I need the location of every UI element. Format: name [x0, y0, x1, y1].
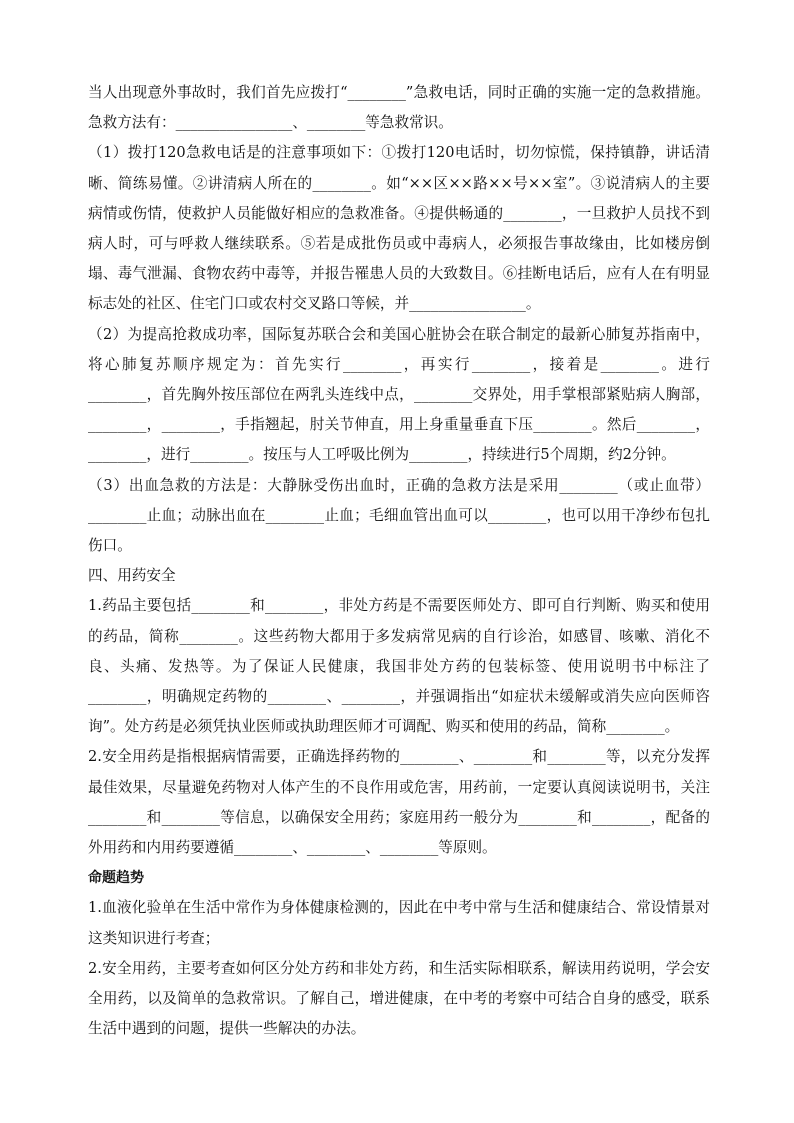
document-page [88, 78, 710, 1045]
safe-medication-paragraph: 2.安全用药是指根据病情需要，正确选择药物的________、________和________等，以充分发挥最佳效果，尽量避免药物对人体产生的不良作用或危害，用药前，一定要认真阅读说明书，关注________和________等信息，以确保安全用药；家庭用药一般分为________和________，配备的外用药和内用药要遵循________、________、________等原则。 [88, 748, 710, 857]
drug-types-paragraph: 1.药品主要包括________和________，非处方药是不需要医师处方、即可自行判断、购买和使用的药品，简称________。这些药物大都用于多发病常见病的自行诊治，如感冒、咳嗽、消化不良、头痛、发热等。为了保证人民健康，我国非处方药的包装标签、使用说明书中标注了________，明确规定药物的________、________，并强调指出“如症状未缓解或消失应向医师咨询”。处方药是必须凭执业医师或执助理医师才可调配、购买和使用的药品，简称________。 [88, 597, 710, 736]
bleeding-paragraph: （3）出血急救的方法是：大静脉受伤出血时，正确的急救方法是采用________（或止血带）________止血；动脉出血在________止血；毛细血管出血可以________，也可以用干净纱布包扎伤口。 [88, 476, 710, 555]
trend-heading: 命题趋势 [88, 870, 144, 887]
trend-item-2: 2.安全用药，主要考查如何区分处方药和非处方药，和生活实际相联系，解读用药说明，学会安全用药，以及简单的急救常识。了解自己，增进健康，在中考的考察中可结合自身的感受，联系生活中遇到的问题，提供一些解决的办法。 [88, 959, 710, 1038]
cpr-paragraph: （2）为提高抢救成功率，国际复苏联合会和美国心脏协会在联合制定的最新心肺复苏指南中，将心肺复苏顺序规定为：首先实行________，再实行________，接着是________。进行________，首先胸外按压部位在两乳头连线中点，________交界处，用手掌根部紧贴病人胸部，________，________，手指翘起，肘关节伸直，用上身重量垂直下压________。然后________，________，进行________。按压与人工呼吸比例为________，持续进行5个周期，约2分钟。 [88, 325, 710, 464]
section-heading-drug-safety: 四、用药安全 [88, 567, 176, 585]
emergency-call-paragraph: （1）拨打120急救电话是的注意事项如下：①拨打120电话时，切勿惊慌，保持镇静，讲话清晰、简练易懂。②讲清病人所在的________。如“××区××路××号××室”。③说清病人的主要病情或伤情，使救护人员能做好相应的急救准备。④提供畅通的________，一旦救护人员找不到病人时，可与呼救人继续联系。⑤若是成批伤员或中毒病人，必须报告事故缘由，比如楼房倒塌、毒气泄漏、食物农药中毒等，并报告罹患人员的大致数目。⑥挂断电话后，应有人在有明显标志处的社区、住宅门口或农村交叉路口等候，并________________。 [88, 144, 710, 313]
intro-paragraph: 当人出现意外事故时，我们首先应拨打“________”急救电话，同时正确的实施一定的急救措施。急救方法有：________________、________等急救常识。 [88, 84, 710, 132]
trend-item-1: 1.血液化验单在生活中常作为身体健康检测的，因此在中考中常与生活和健康结合、常设情景对这类知识进行考查； [88, 899, 710, 947]
